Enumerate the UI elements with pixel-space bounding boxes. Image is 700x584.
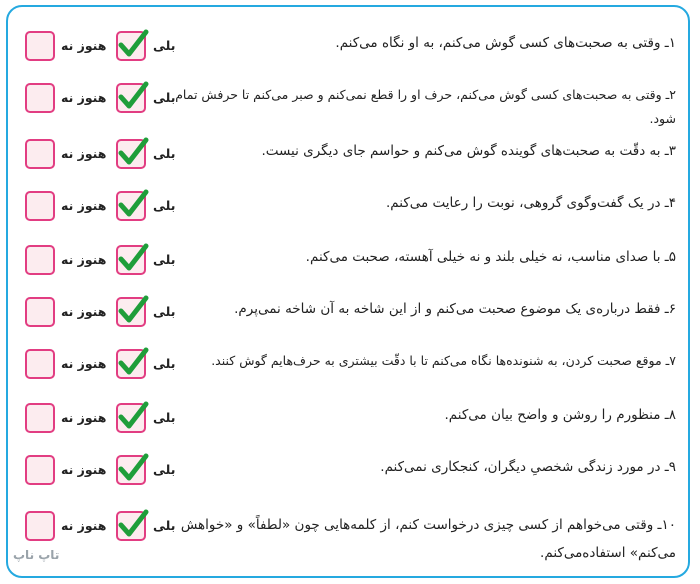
yes-checkbox[interactable] — [116, 511, 146, 541]
yes-checkbox[interactable] — [116, 31, 146, 61]
not-yet-checkbox[interactable] — [25, 245, 55, 275]
check-icon — [115, 26, 151, 62]
check-icon — [115, 344, 151, 380]
not-yet-label: هنوز نه — [61, 304, 107, 319]
not-yet-checkbox[interactable] — [25, 349, 55, 379]
check-icon — [115, 398, 151, 434]
not-yet-label: هنوز نه — [61, 146, 107, 161]
yes-checkbox[interactable] — [116, 455, 146, 485]
not-yet-checkbox[interactable] — [25, 511, 55, 541]
statement-text: ۲ـ وقتی به صحبت‌های کسی گوش می‌کنم، حرف او را قطع نمی‌کنم و صبر می‌کنم تا حرفش تمام شود. — [175, 87, 676, 126]
yes-checkbox[interactable] — [116, 139, 146, 169]
not-yet-label: هنوز نه — [61, 518, 107, 533]
check-icon — [115, 78, 151, 114]
statement-text: ۶ـ فقط درباره‌ی یک موضوع صحبت می‌کنم و از این شاخه به آن شاخه نمی‌پرم. — [234, 301, 676, 317]
not-yet-label: هنوز نه — [61, 356, 107, 371]
not-yet-checkbox[interactable] — [25, 83, 55, 113]
yes-checkbox[interactable] — [116, 83, 146, 113]
checklist-frame — [6, 5, 690, 578]
yes-label: بلی — [153, 198, 176, 213]
not-yet-checkbox[interactable] — [25, 403, 55, 433]
not-yet-label: هنوز نه — [61, 198, 107, 213]
yes-label: بلی — [153, 356, 176, 371]
statement-text: ۳ـ به دقّت به صحبت‌های گوینده گوش می‌کنم و حواسم جای دیگری نیست. — [261, 143, 676, 159]
yes-label: بلی — [153, 38, 176, 53]
yes-checkbox[interactable] — [116, 297, 146, 327]
check-icon — [115, 292, 151, 328]
yes-label: بلی — [153, 410, 176, 425]
yes-checkbox[interactable] — [116, 349, 146, 379]
check-icon — [115, 186, 151, 222]
check-icon — [115, 240, 151, 276]
not-yet-checkbox[interactable] — [25, 297, 55, 327]
check-icon — [115, 506, 151, 542]
not-yet-label: هنوز نه — [61, 38, 107, 53]
not-yet-checkbox[interactable] — [25, 31, 55, 61]
yes-label: بلی — [153, 304, 176, 319]
not-yet-checkbox[interactable] — [25, 139, 55, 169]
not-yet-checkbox[interactable] — [25, 191, 55, 221]
not-yet-checkbox[interactable] — [25, 455, 55, 485]
check-icon — [115, 134, 151, 170]
not-yet-label: هنوز نه — [61, 90, 107, 105]
watermark-text: تاپ ناپ — [13, 548, 60, 562]
statement-text: ۴ـ در یک گفت‌وگوی گروهی، نوبت را رعایت می‌کنم. — [385, 195, 676, 211]
check-icon — [115, 450, 151, 486]
not-yet-label: هنوز نه — [61, 462, 107, 477]
statement-text: ۷ـ موقع صحبت کردن، به شنونده‌ها نگاه می‌کنم تا با دقّت بیشتری به حرف‌هایم گوش کنند. — [211, 353, 676, 368]
yes-label: بلی — [153, 462, 176, 477]
statement-text: ۸ـ منظورم را روشن و واضح بیان می‌کنم. — [444, 407, 676, 423]
yes-checkbox[interactable] — [116, 245, 146, 275]
yes-label: بلی — [153, 90, 176, 105]
statement-text: ۱۰ـ وقتی می‌خواهم از کسی چیزی درخواست کنم، از کلمه‌هایی چون «لطفاً» و «خواهش می‌کنم» استفاده‌می‌کنم. — [180, 517, 676, 561]
yes-label: بلی — [153, 518, 176, 533]
yes-checkbox[interactable] — [116, 403, 146, 433]
yes-checkbox[interactable] — [116, 191, 146, 221]
yes-label: بلی — [153, 146, 176, 161]
not-yet-label: هنوز نه — [61, 252, 107, 267]
yes-label: بلی — [153, 252, 176, 267]
statement-text: ۹ـ در مورد زندگی شخصیِ دیگران، کنجکاری نمی‌کنم. — [380, 459, 676, 475]
statement-text: ۵ـ با صدای مناسب، نه خیلی بلند و نه خیلی آهسته، صحبت می‌کنم. — [305, 249, 676, 265]
not-yet-label: هنوز نه — [61, 410, 107, 425]
statement-text: ۱ـ وقتی به صحبت‌های کسی گوش می‌کنم، به او نگاه می‌کنم. — [335, 35, 676, 51]
